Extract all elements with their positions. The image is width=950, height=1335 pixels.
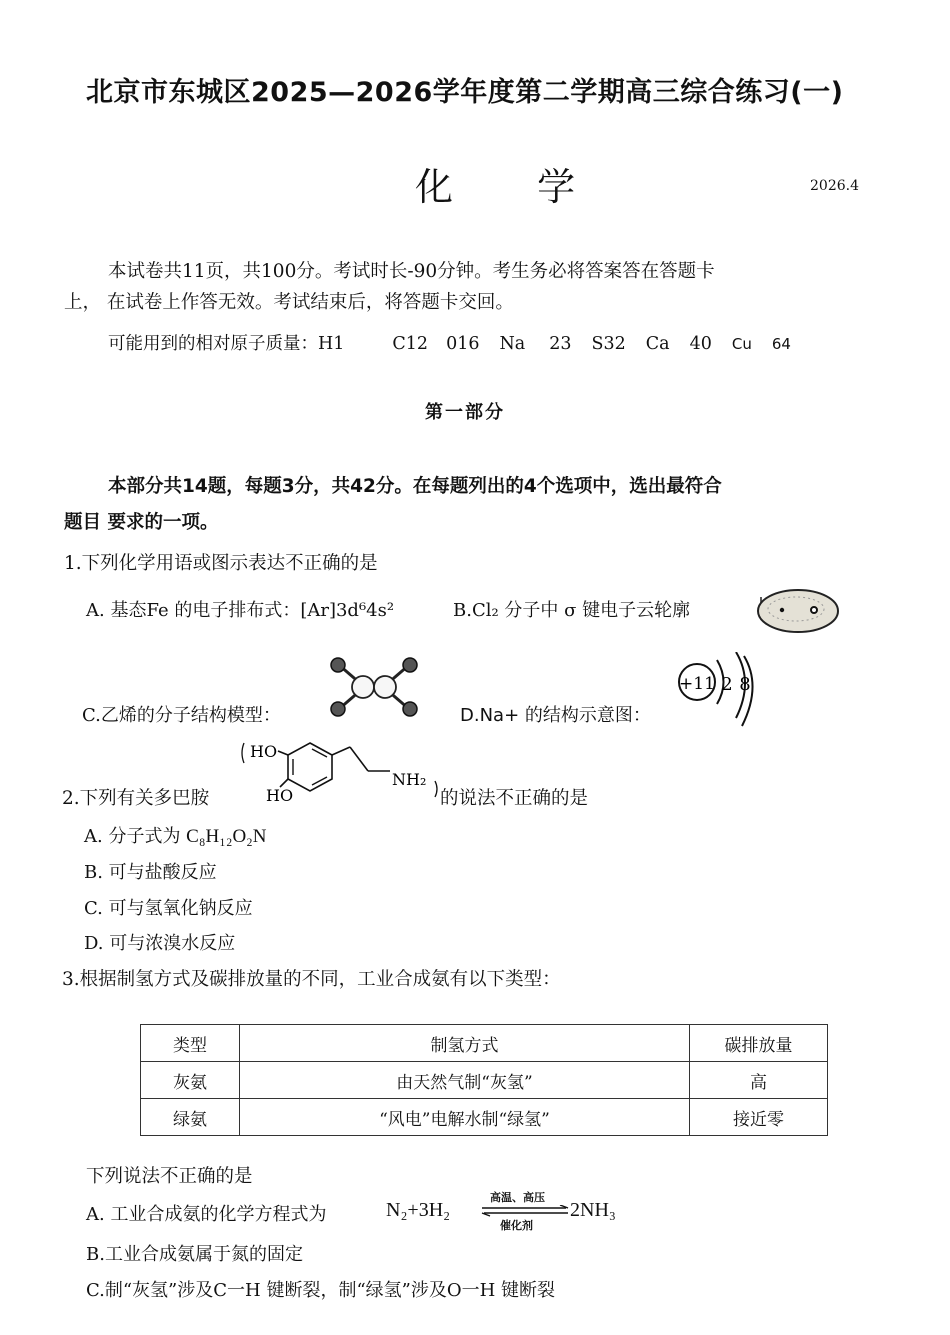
ammonia-synthesis-equation xyxy=(386,1193,636,1235)
table-cell: “风电”电解水制“绿氢” xyxy=(240,1099,690,1136)
mass-ca-symbol: Ca xyxy=(645,334,670,354)
mass-na-value: 23 xyxy=(549,334,572,354)
exam-date: 2026.4 xyxy=(810,178,859,194)
table-header-type: 类型 xyxy=(141,1025,240,1062)
equation-condition-below: 催化剂 xyxy=(500,1219,533,1232)
mass-na-symbol: Na xyxy=(499,334,526,354)
exam-title: 北京市东城区2025—2026学年度第二学期高三综合练习(一) xyxy=(86,77,844,108)
equation-product: 2NH₃ xyxy=(570,1199,616,1221)
question-3-option-b: B.工业合成氨属于氮的固定 xyxy=(86,1244,303,1265)
question-2-stem-end: 的说法不正确的是 xyxy=(440,788,589,809)
question-2-option-b: B. 可与盐酸反应 xyxy=(84,862,217,883)
table-header-method: 制氢方式 xyxy=(240,1025,690,1062)
table-header-emission: 碳排放量 xyxy=(690,1025,828,1062)
mass-h: H1 xyxy=(318,334,345,354)
sodium-ion-structure-diagram xyxy=(672,652,762,728)
mass-cu-symbol: Cu xyxy=(731,335,752,353)
mass-c: C12 xyxy=(392,334,429,354)
question-1-option-a: A. 基态Fe 的电子排布式：[Ar]3d⁶4s² xyxy=(86,600,395,621)
equation-reactants: N₂+3H₂ xyxy=(386,1199,451,1221)
question-1-option-b: B.Cl₂ 分子中 σ 键电子云轮廓 xyxy=(453,600,691,621)
question-3-option-a: A. 工业合成氨的化学方程式为 xyxy=(86,1204,327,1225)
dopamine-amine-label: NH₂ xyxy=(392,770,427,789)
mass-s: S32 xyxy=(591,334,626,354)
mass-ca-value: 40 xyxy=(689,334,712,354)
table-cell: 高 xyxy=(690,1062,828,1099)
question-2-stem-start: 2.下列有关多巴胺 xyxy=(62,788,210,809)
table-cell: 绿氨 xyxy=(141,1099,240,1136)
question-1-option-c: C.乙烯的分子结构模型： xyxy=(82,705,281,726)
sigma-bond-electron-cloud-image xyxy=(752,585,842,637)
ammonia-types-table xyxy=(140,1024,828,1136)
table-row xyxy=(141,1099,828,1136)
question-2-option-d: D. 可与浓溴水反应 xyxy=(84,933,236,954)
table-cell: 由天然气制“灰氢” xyxy=(240,1062,690,1099)
question-2-option-a-text: A. 分子式为 xyxy=(84,826,187,847)
part-one-desc-line-1: 本部分共14题，每题3分，共42分。在每题列出的4个选项中，选出最符合 xyxy=(108,476,722,497)
na-shell-2-electrons: 8 xyxy=(739,674,751,695)
instructions-line-2: 上， 在试卷上作答无效。考试结束后，将答题卡交回。 xyxy=(64,292,514,313)
dopamine-hydroxyl-label-2: HO xyxy=(266,786,294,805)
dopamine-hydroxyl-label-1: HO xyxy=(250,742,278,761)
equation-condition-above: 高温、高压 xyxy=(490,1191,545,1204)
instructions-line-1: 本试卷共11页，共100分。考试时长-90分钟。考生务必将答案答在答题卡 xyxy=(108,261,715,282)
question-1-stem: 1.下列化学用语或图示表达不正确的是 xyxy=(64,553,378,574)
question-3-prompt: 下列说法不正确的是 xyxy=(86,1166,253,1187)
reversible-arrow-icon xyxy=(480,1205,570,1217)
question-3-option-c: C.制“灰氢”涉及C一H 键断裂，制“绿氢”涉及O一H 键断裂 xyxy=(86,1280,556,1301)
question-1-option-d: D.Na+ 的结构示意图： xyxy=(460,705,651,726)
part-one-desc-line-2: 题目 要求的一项。 xyxy=(64,512,219,533)
mass-cu-value: 64 xyxy=(771,335,791,353)
atomic-masses-label: 可能用到的相对原子质量： xyxy=(108,334,318,354)
dopamine-formula: C₈H₁₂O₂N xyxy=(186,826,267,847)
table-cell: 灰氨 xyxy=(141,1062,240,1099)
dopamine-structure xyxy=(240,737,440,811)
ethylene-ball-stick-model xyxy=(325,656,425,720)
atomic-masses xyxy=(108,330,791,355)
question-3-stem: 3.根据制氢方式及碳排放量的不同，工业合成氨有以下类型： xyxy=(62,969,561,990)
question-2-option-a xyxy=(84,822,267,848)
table-row xyxy=(141,1062,828,1099)
subject-title: 化 学 xyxy=(415,165,612,209)
table-header-row xyxy=(141,1025,828,1062)
part-one-title: 第一部分 xyxy=(425,402,505,423)
mass-o: 016 xyxy=(446,334,480,354)
question-2-option-c: C. 可与氢氧化钠反应 xyxy=(84,898,253,919)
na-shell-1-electrons: 2 xyxy=(721,674,733,695)
table-cell: 接近零 xyxy=(690,1099,828,1136)
na-nucleus-charge: +11 xyxy=(679,674,715,694)
